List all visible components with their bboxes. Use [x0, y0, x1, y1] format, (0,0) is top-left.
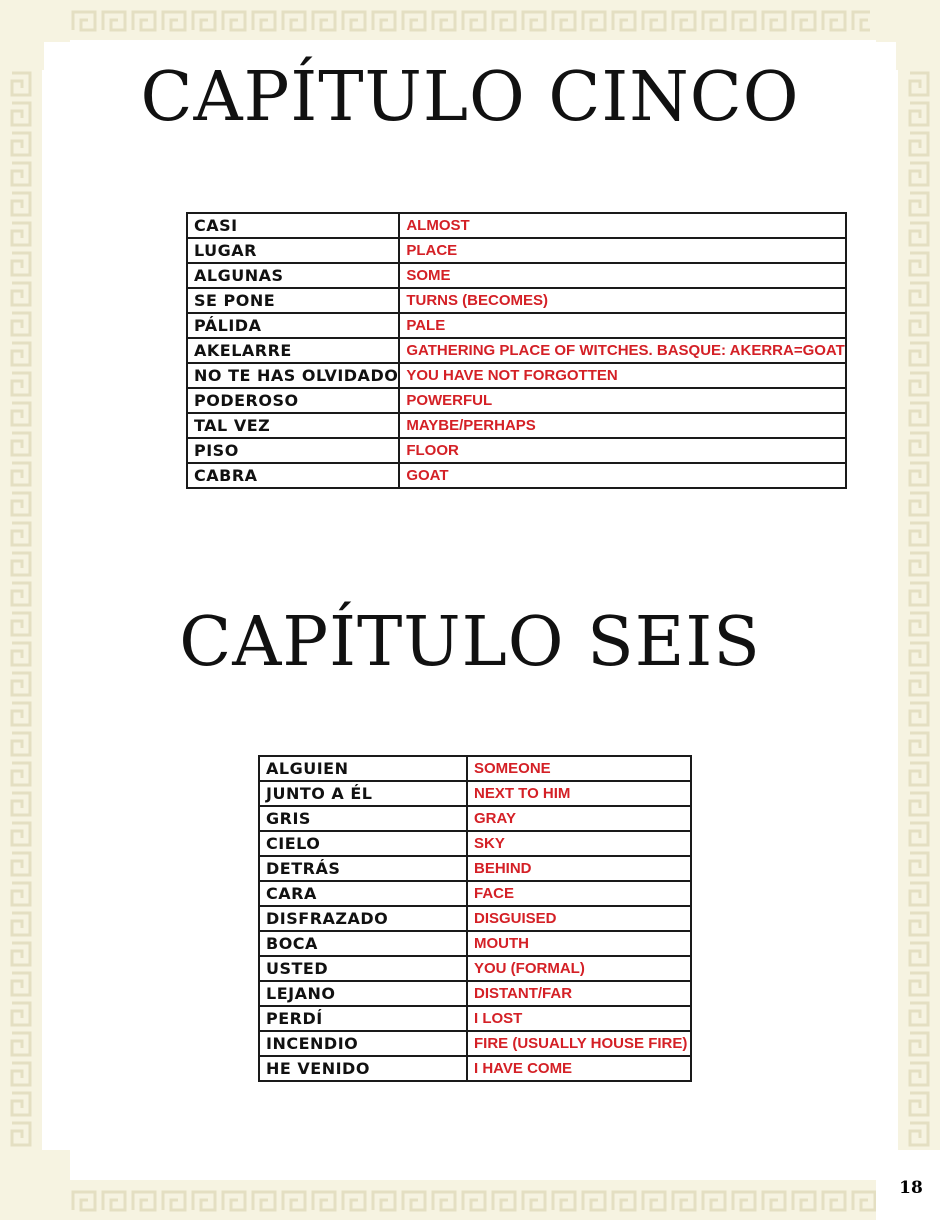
spanish-term: ALGUIEN	[259, 756, 467, 781]
vocab-row	[187, 238, 846, 263]
greek-key-border-bottom	[70, 1180, 876, 1220]
spanish-term: USTED	[259, 956, 467, 981]
english-translation: FLOOR	[399, 438, 845, 463]
spanish-term: NO TE HAS OLVIDADO	[187, 363, 399, 388]
greek-key-pattern	[70, 0, 876, 40]
vocab-row	[187, 363, 846, 388]
frame-inner-edge	[70, 40, 876, 48]
spanish-term: CARA	[259, 881, 467, 906]
english-translation: I LOST	[467, 1006, 691, 1031]
vocab-row	[259, 956, 691, 981]
vocab-row	[259, 881, 691, 906]
vocab-row	[259, 981, 691, 1006]
english-translation: BEHIND	[467, 856, 691, 881]
spanish-term: INCENDIO	[259, 1031, 467, 1056]
vocab-row	[259, 1056, 691, 1081]
vocab-row	[187, 388, 846, 413]
chapter-five-vocab-table	[186, 212, 847, 489]
spanish-term: ALGUNAS	[187, 263, 399, 288]
english-translation: NEXT TO HIM	[467, 781, 691, 806]
vocab-row	[259, 856, 691, 881]
vocab-row	[187, 263, 846, 288]
vocab-row	[259, 931, 691, 956]
greek-key-pattern	[70, 1180, 876, 1220]
spanish-term: GRIS	[259, 806, 467, 831]
spanish-term: CASI	[187, 213, 399, 238]
english-translation: PALE	[399, 313, 845, 338]
english-translation: POWERFUL	[399, 388, 845, 413]
vocab-row	[259, 831, 691, 856]
vocab-row	[187, 313, 846, 338]
english-translation: PLACE	[399, 238, 845, 263]
english-translation: GOAT	[399, 463, 845, 488]
spanish-term: PODEROSO	[187, 388, 399, 413]
english-translation: SOME	[399, 263, 845, 288]
vocab-row	[259, 781, 691, 806]
english-translation: ALMOST	[399, 213, 845, 238]
chapter-six-title: CAPÍTULO SEIS	[179, 603, 761, 682]
spanish-term: HE VENIDO	[259, 1056, 467, 1081]
frame-corner-bottom-left	[0, 1150, 70, 1220]
english-translation: SOMEONE	[467, 756, 691, 781]
spanish-term: LUGAR	[187, 238, 399, 263]
spanish-term: PERDÍ	[259, 1006, 467, 1031]
vocab-row	[187, 463, 846, 488]
english-translation: YOU (FORMAL)	[467, 956, 691, 981]
vocab-table-body	[187, 213, 846, 488]
vocab-row	[259, 1031, 691, 1056]
vocab-row	[259, 806, 691, 831]
vocab-row	[187, 213, 846, 238]
spanish-term: AKELARRE	[187, 338, 399, 363]
english-translation: SKY	[467, 831, 691, 856]
vocab-row	[187, 338, 846, 363]
spanish-term: PÁLIDA	[187, 313, 399, 338]
spanish-term: CIELO	[259, 831, 467, 856]
spanish-term: CABRA	[187, 463, 399, 488]
spanish-term: BOCA	[259, 931, 467, 956]
spanish-term: SE PONE	[187, 288, 399, 313]
spanish-term: DISFRAZADO	[259, 906, 467, 931]
english-translation: MOUTH	[467, 931, 691, 956]
english-translation: FACE	[467, 881, 691, 906]
vocab-row	[259, 756, 691, 781]
english-translation: MAYBE/PERHAPS	[399, 413, 845, 438]
vocab-row	[259, 906, 691, 931]
spanish-term: LEJANO	[259, 981, 467, 1006]
spanish-term: DETRÁS	[259, 856, 467, 881]
spanish-term: JUNTO A ÉL	[259, 781, 467, 806]
english-translation: FIRE (USUALLY HOUSE FIRE)	[467, 1031, 691, 1056]
english-translation: YOU HAVE NOT FORGOTTEN	[399, 363, 845, 388]
greek-key-border-top	[70, 0, 876, 40]
english-translation: I HAVE COME	[467, 1056, 691, 1081]
english-translation: TURNS (BECOMES)	[399, 288, 845, 313]
vocab-table-body	[259, 756, 691, 1081]
vocab-row	[259, 1006, 691, 1031]
vocab-row	[187, 413, 846, 438]
vocab-row	[187, 438, 846, 463]
chapter-six-vocab-table	[258, 755, 692, 1082]
english-translation: DISGUISED	[467, 906, 691, 931]
page-number: 18	[899, 1178, 923, 1198]
chapter-five-title: CAPÍTULO CINCO	[140, 58, 800, 137]
english-translation: GRAY	[467, 806, 691, 831]
spanish-term: PISO	[187, 438, 399, 463]
spanish-term: TAL VEZ	[187, 413, 399, 438]
vocab-row	[187, 288, 846, 313]
english-translation: GATHERING PLACE OF WITCHES. BASQUE: AKERRA=GOAT	[399, 338, 845, 363]
english-translation: DISTANT/FAR	[467, 981, 691, 1006]
